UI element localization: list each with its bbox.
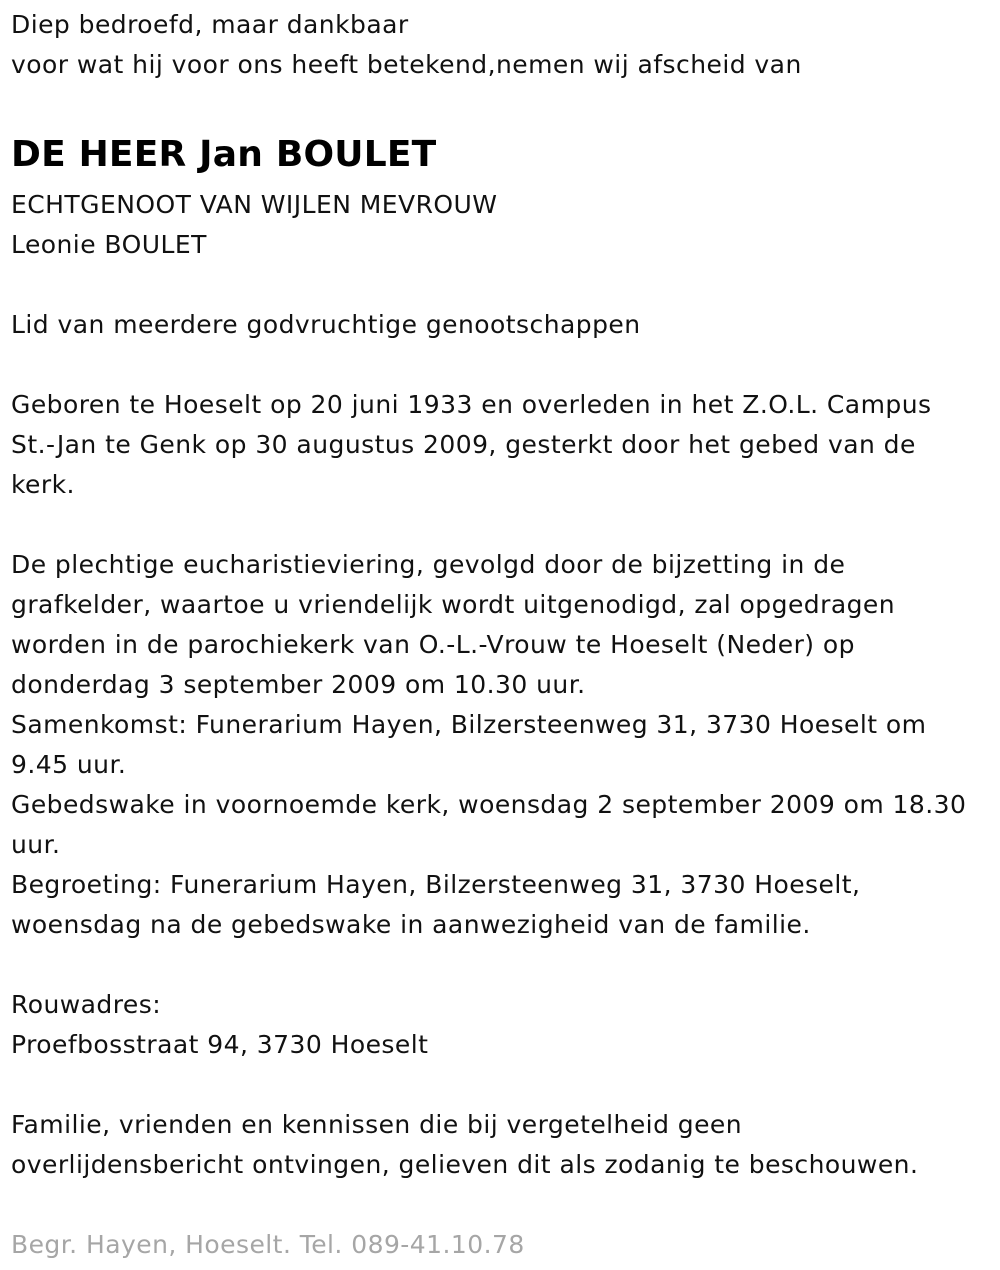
obituary-notice bbox=[11, 5, 991, 1265]
birth-death-line: Geboren te Hoeselt op 20 juni 1933 en overleden in het Z.O.L. Campus bbox=[11, 390, 932, 419]
closing-line: overlijdensbericht ontvingen, gelieven dit als zodanig te beschouwen. bbox=[11, 1150, 919, 1179]
closing-line: Familie, vrienden en kennissen die bij vergetelheid geen bbox=[11, 1110, 743, 1139]
spouse-name: Leonie BOULET bbox=[11, 230, 207, 259]
spacer bbox=[11, 1185, 991, 1225]
birth-death-line: St.-Jan te Genk op 30 augustus 2009, gesterkt door het gebed van de bbox=[11, 430, 916, 459]
intro-line: voor wat hij voor ons heeft betekend,nemen wij afscheid van bbox=[11, 50, 802, 79]
deceased-name: DE HEER Jan BOULET bbox=[11, 134, 437, 175]
spacer bbox=[11, 505, 991, 545]
ceremony-line: donderdag 3 september 2009 om 10.30 uur. bbox=[11, 670, 586, 699]
address-value: Proefbosstraat 94, 3730 Hoeselt bbox=[11, 1030, 429, 1059]
ceremony-line: De plechtige eucharistieviering, gevolgd door de bijzetting in de bbox=[11, 550, 846, 579]
spacer bbox=[11, 345, 991, 385]
relation-line: ECHTGENOOT VAN WIJLEN MEVROUW bbox=[11, 190, 498, 219]
ceremony-line: Begroeting: Funerarium Hayen, Bilzersteenweg 31, 3730 Hoeselt, bbox=[11, 870, 861, 899]
spacer bbox=[11, 265, 991, 305]
spacer bbox=[11, 85, 991, 125]
ceremony-line: Gebedswake in voornoemde kerk, woensdag 2 september 2009 om 18.30 bbox=[11, 790, 967, 819]
ceremony-line: Samenkomst: Funerarium Hayen, Bilzersteenweg 31, 3730 Hoeselt om bbox=[11, 710, 927, 739]
funeral-home-footer: Begr. Hayen, Hoeselt. Tel. 089-41.10.78 bbox=[11, 1230, 525, 1259]
intro-line: Diep bedroefd, maar dankbaar bbox=[11, 10, 409, 39]
ceremony-line: woensdag na de gebedswake in aanwezigheid van de familie. bbox=[11, 910, 811, 939]
membership-line: Lid van meerdere godvruchtige genootschappen bbox=[11, 310, 641, 339]
ceremony-line: worden in de parochiekerk van O.-L.-Vrouw te Hoeselt (Neder) op bbox=[11, 630, 855, 659]
ceremony-line: 9.45 uur. bbox=[11, 750, 127, 779]
ceremony-line: uur. bbox=[11, 830, 61, 859]
address-label: Rouwadres: bbox=[11, 990, 162, 1019]
birth-death-line: kerk. bbox=[11, 470, 75, 499]
spacer bbox=[11, 945, 991, 985]
ceremony-line: grafkelder, waartoe u vriendelijk wordt uitgenodigd, zal opgedragen bbox=[11, 590, 896, 619]
spacer bbox=[11, 1065, 991, 1105]
